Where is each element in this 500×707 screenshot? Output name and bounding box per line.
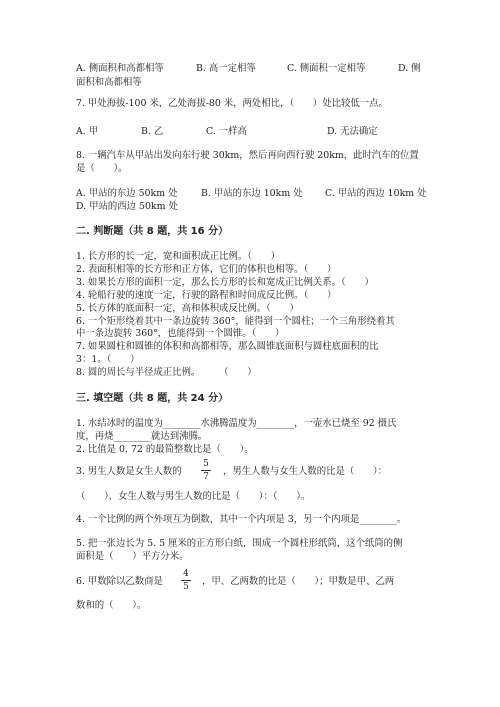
- q8-option-c: C. 甲站的西边 10km 处: [325, 188, 427, 199]
- judge-item-1: 1. 长方形的长一定，宽和面积成正比例。（ ）: [76, 251, 281, 262]
- question-8-line1: 8. 一辆汽车从甲站出发向东行驶 30km，然后再向西行驶 20km，此时汽车的位置: [76, 150, 419, 161]
- fill-q3-suffix: ，男生人数与女生人数的比是（ ）：: [223, 466, 388, 477]
- fraction-numerator: 4: [183, 569, 189, 579]
- question-8-line2: 是（ ）。: [76, 163, 128, 174]
- judge-item-3: 3. 如果长方形的面积一定，那么长方形的长和宽成正比例关系。（ ）: [76, 277, 374, 288]
- option-b: B. 高一定相等: [196, 63, 256, 74]
- section-3-title: 三. 填空题（共 8 题，共 24 分）: [76, 393, 229, 404]
- q8-option-d: D. 甲站的西边 50km 处: [76, 201, 178, 212]
- judge-item-6-line1: 6. 一个矩形绕着其中一条边旋转 360°，能得到一个圆柱；一个三角形绕着其: [76, 316, 395, 327]
- fill-q1-line2: 度，再烧________就达到沸腾。: [76, 431, 208, 442]
- judge-item-5: 5. 长方体的底面积一定，高和体积成反比例。（ ）: [76, 303, 299, 314]
- option-d: D. 侧: [398, 63, 421, 74]
- fill-q5-line1: 5. 把一张边长为 5. 5 厘米的正方形白纸，围成一个圆柱形纸筒，这个纸筒的侧: [76, 538, 403, 549]
- q7-option-b: B. 乙: [141, 126, 164, 137]
- fill-q6-suffix: ，甲、乙两数的比是（ ）；甲数是甲、乙两: [202, 576, 395, 587]
- judge-item-7-line2: 3：1。（ ）: [76, 354, 140, 365]
- fill-q3-prefix: 3. 男生人数是女生人数的: [76, 466, 182, 477]
- q7-option-c: C. 一样高: [206, 126, 247, 137]
- fraction-bar: [181, 580, 191, 581]
- judge-item-6-line2: 中一条边旋转 360°，也能得到一个圆锥。（ ）: [76, 328, 285, 339]
- fill-q5-line2: 面积是（ ）平方分米。: [76, 551, 189, 562]
- q7-option-a: A. 甲: [76, 126, 99, 137]
- fraction-4-5: [179, 569, 193, 592]
- fraction-bar: [201, 470, 211, 471]
- fraction-5-7: [199, 459, 213, 482]
- option-d-continued: 面积和高都相等: [76, 77, 142, 88]
- fraction-numerator: 5: [203, 459, 209, 469]
- fill-q4: 4. 一个比例的两个外项互为倒数，其中一个内项是 3，另一个内项是________。: [76, 514, 407, 525]
- fraction-denominator: 5: [183, 582, 189, 592]
- fraction-denominator: 7: [203, 472, 209, 482]
- option-c: C. 侧面积一定相等: [287, 63, 366, 74]
- section-2-title: 二. 判断题（共 8 题，共 16 分）: [76, 226, 229, 237]
- judge-item-7-line1: 7. 如果圆柱和圆锥的体积和高都相等，那么圆锥底面积与圆柱底面积的比: [76, 341, 379, 352]
- q7-option-d: D. 无法确定: [327, 126, 378, 137]
- fill-q1-line1: 1. 水结冰时的温度为________水沸腾温度为________，一壶水已烧至 92 摄氏: [76, 418, 397, 429]
- q8-option-b: B. 甲站的东边 10km 处: [201, 188, 303, 199]
- option-a: A. 侧面积和高都相等: [76, 63, 164, 74]
- fill-q3-line2: （ ），女生人数与男生人数的比是（ ）：（ ）。: [76, 491, 311, 502]
- fill-q6-line2: 数和的（ ）。: [76, 600, 147, 611]
- judge-item-2: 2. 表面积相等的长方形和正方体，它们的体积也相等。（ ）: [76, 264, 337, 275]
- q8-option-a: A. 甲站的东边 50km 处: [76, 188, 178, 199]
- fill-q6-prefix: 6. 甲数除以乙数商是: [76, 576, 163, 587]
- fill-q2: 2. 比值是 0. 72 的最简整数比是（ ）。: [76, 444, 254, 455]
- question-7-stem: 7. 甲处海拔-100 米，乙处海拔-80 米，两处相比，（ ）处比较低一点。: [76, 98, 388, 109]
- judge-item-8: 8. 圆的周长与半径成正比例。 （ ）: [76, 367, 257, 378]
- judge-item-4: 4. 轮船行驶的速度一定，行驶的路程和时间成反比例。（ ）: [76, 290, 337, 301]
